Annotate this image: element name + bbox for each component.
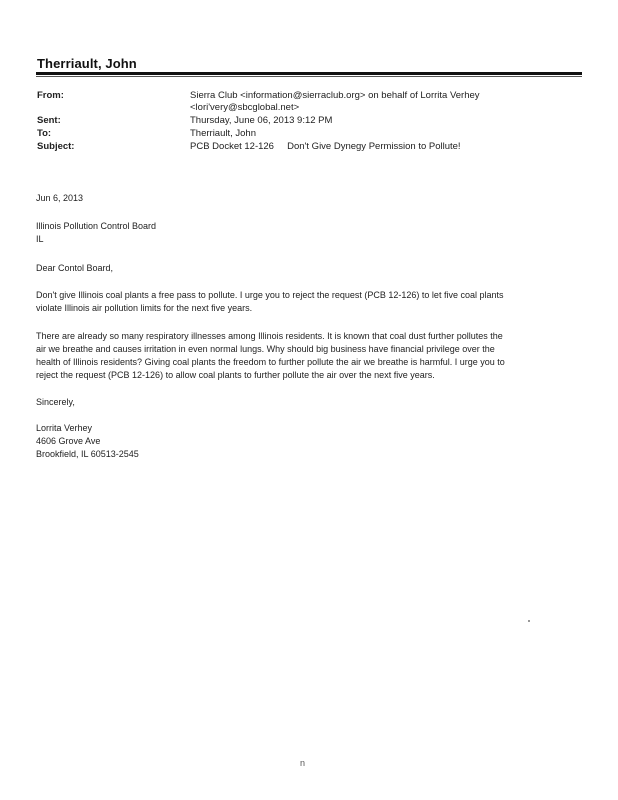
paragraph-2-line-4: reject the request (PCB 12-126) to allow coal plants to further pollute the air over the next five years. xyxy=(36,370,435,380)
to-label: To: xyxy=(37,128,52,139)
closing: Sincerely, xyxy=(36,397,75,407)
mailbox-owner-name: Therriault, John xyxy=(37,56,137,71)
signature-address-line-1: 4606 Grove Ave xyxy=(36,436,101,446)
sent-value: Thursday, June 06, 2013 9:12 PM xyxy=(190,115,333,126)
from-value-email: <lori'very@sbcglobal.net> xyxy=(190,102,300,113)
signature-address-line-2: Brookfield, IL 60513-2545 xyxy=(36,449,139,459)
from-label: From: xyxy=(37,90,64,101)
paragraph-2-line-2: air we breathe and causes irritation in even normal lungs. Why should big business have financial privilege over the xyxy=(36,344,495,354)
paragraph-1-line-1: Don't give Illinois coal plants a free pass to pollute. I urge you to reject the request (PCB 12-126) to let five coal plants xyxy=(36,290,504,300)
paragraph-2-line-1: There are already so many respiratory illnesses among Illinois residents. It is known that coal dust further pollutes the xyxy=(36,331,503,341)
salutation: Dear Contol Board, xyxy=(36,263,114,273)
paragraph-2-line-3: health of Illinois residents? Giving coal plants the freedom to further pollute the air we breathe is harmful. I urge you to xyxy=(36,357,505,367)
from-value: Sierra Club <information@sierraclub.org> on behalf of Lorrita Verhey xyxy=(190,90,480,101)
header-divider-thin xyxy=(36,76,582,77)
recipient-line-2: IL xyxy=(36,234,44,244)
letter-date: Jun 6, 2013 xyxy=(36,193,84,203)
to-value: Therriault, John xyxy=(190,128,257,139)
sent-label: Sent: xyxy=(37,115,61,126)
subject-value: PCB Docket 12-126 Don't Give Dynegy Permission to Pollute! xyxy=(190,141,461,152)
recipient-line-1: Illinois Pollution Control Board xyxy=(36,221,157,231)
signature-name: Lorrita Verhey xyxy=(36,423,93,433)
paragraph-1-line-2: violate Illinois air pollution limits for the next five years. xyxy=(36,303,253,313)
page-mark: n xyxy=(300,758,306,768)
scan-artifact xyxy=(528,620,530,622)
subject-label: Subject: xyxy=(37,141,75,152)
header-divider xyxy=(36,72,582,75)
